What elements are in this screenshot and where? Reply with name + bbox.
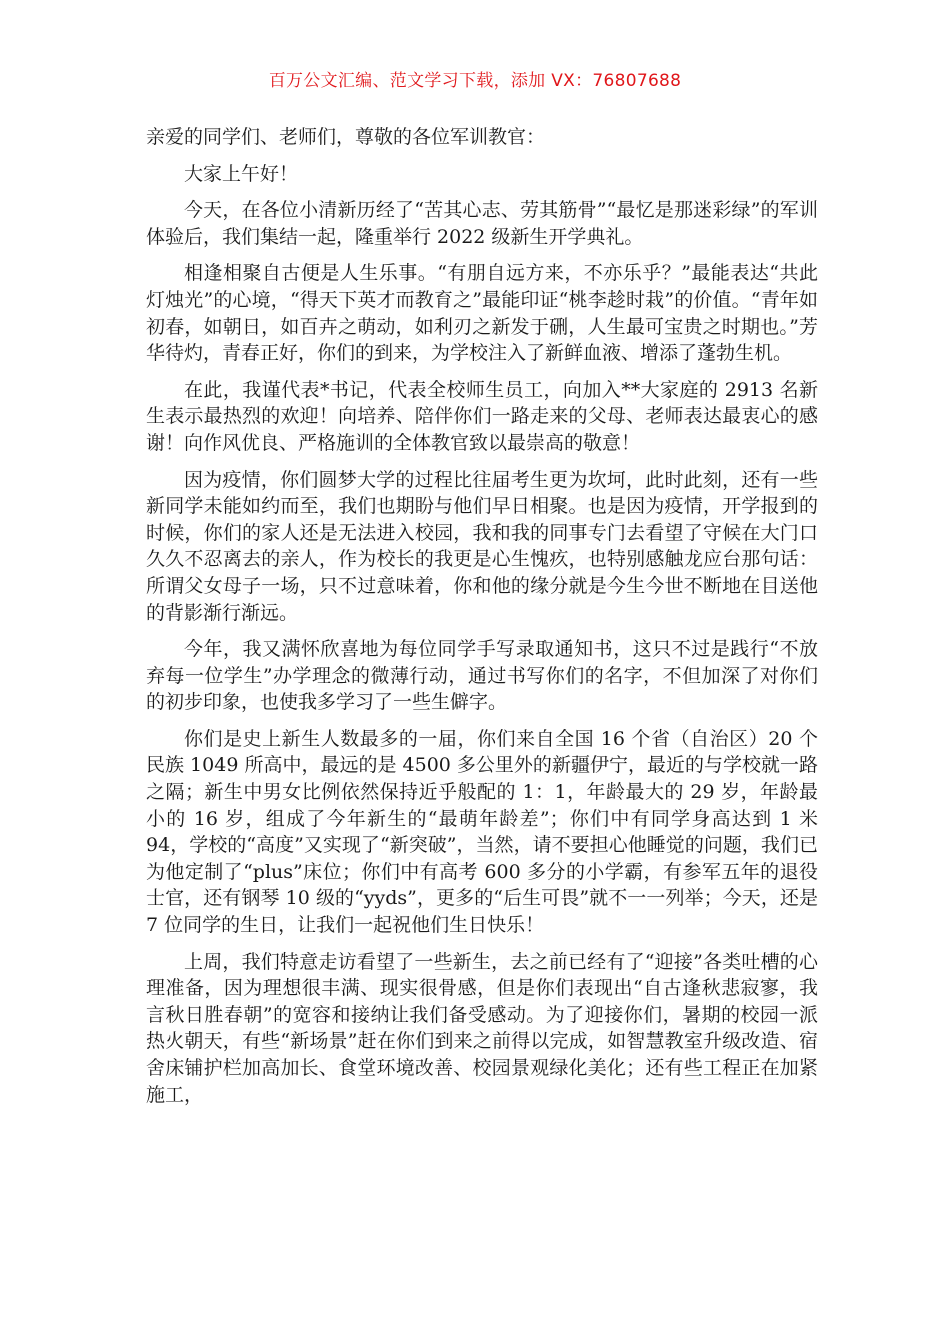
paragraph: 因为疫情，你们圆梦大学的过程比往届考生更为坎坷，此时此刻，还有一些新同学未能如约而至，我们也期盼与他们早日相聚。也是因为疫情，开学报到的时候，你们的家人还是无法进入校园，我和我的同事专门去看望了守候在大门口久久不忍离去的亲人，作为校长的我更是心生愧疚，也特别感触龙应台那句话：所谓父女母子一场，只不过意味着，你和他的缘分就是今生今世不断地在目送他的背影渐行渐远。	[146, 468, 818, 624]
salutation: 亲爱的同学们、老师们，尊敬的各位军训教官：	[146, 126, 546, 148]
header-banner: 百万公文汇编、范文学习下载，添加 VX：76807688	[268, 71, 682, 91]
paragraph-greeting: 大家上午好！	[184, 162, 299, 185]
paragraph: 上周，我们特意走访看望了一些新生，去之前已经有了“迎接”各类吐槽的心理准备，因为理想很丰满、现实很骨感，但是你们表现出“自古逢秋悲寂寥，我言秋日胜春朝”的宽容和接纳让我们备受感动。为了迎接你们，暑期的校园一派热火朝天，有些“新场景”赶在你们到来之前得以完成，如智慧教室升级改造、宿舍床铺护栏加高加长、食堂环境改善、校园景观绿化美化；还有些工程正在加紧施工，	[146, 950, 818, 1106]
paragraph: 今天，在各位小清新历经了“苦其心志、劳其筋骨”“最忆是那迷彩绿”的军训体验后，我们集结一起，隆重举行 2022 级新生开学典礼。	[146, 199, 818, 248]
paragraph: 相逢相聚自古便是人生乐事。“有朋自远方来，不亦乐乎？”最能表达“共此灯烛光”的心境，“得天下英才而教育之”最能印证“桃李趁时栽”的价值。“青年如初春，如朝日，如百卉之萌动，如利刃之新发于硎，人生最可宝贵之时期也。”芳华待灼，青春正好，你们的到来，为学校注入了新鲜血液、增添了蓬勃生机。	[146, 262, 818, 365]
paragraph: 你们是史上新生人数最多的一届，你们来自全国 16 个省（自治区）20 个民族 1049 所高中，最远的是 4500 多公里外的新疆伊宁，最近的与学校就一路之隔；新生中男女比例依然保持近乎般配的 1：1，年龄最大的 29 岁，年龄最小的 16 岁，组成了今年新生的“最萌年龄差”；你们中有同学身高达到 1 米 94，学校的“高度”又实现了“新突破”，当然，请不要担心他睡觉的问题，我们已为他定制了“plus”床位；你们中有高考 600 多分的小学霸，有参军五年的退役士官，还有钢琴 10 级的“yyds”，更多的“后生可畏”就不一一列举；今天，还是 7 位同学的生日，让我们一起祝他们生日快乐！	[146, 727, 818, 937]
paragraph: 在此，我谨代表*书记，代表全校师生员工，向加入**大家庭的 2913 名新生表示最热烈的欢迎！向培养、陪伴你们一路走来的父母、老师表达最衷心的感谢！向作风优良、严格施训的全体教官致以最崇高的敬意！	[146, 378, 818, 454]
paragraph: 今年，我又满怀欣喜地为每位同学手写录取通知书，这只不过是践行“不放弃每一位学生”办学理念的微薄行动，通过书写你们的名字，不但加深了对你们的初步印象，也使我多学习了一些生僻字。	[146, 638, 818, 714]
document-body	[146, 124, 818, 1118]
